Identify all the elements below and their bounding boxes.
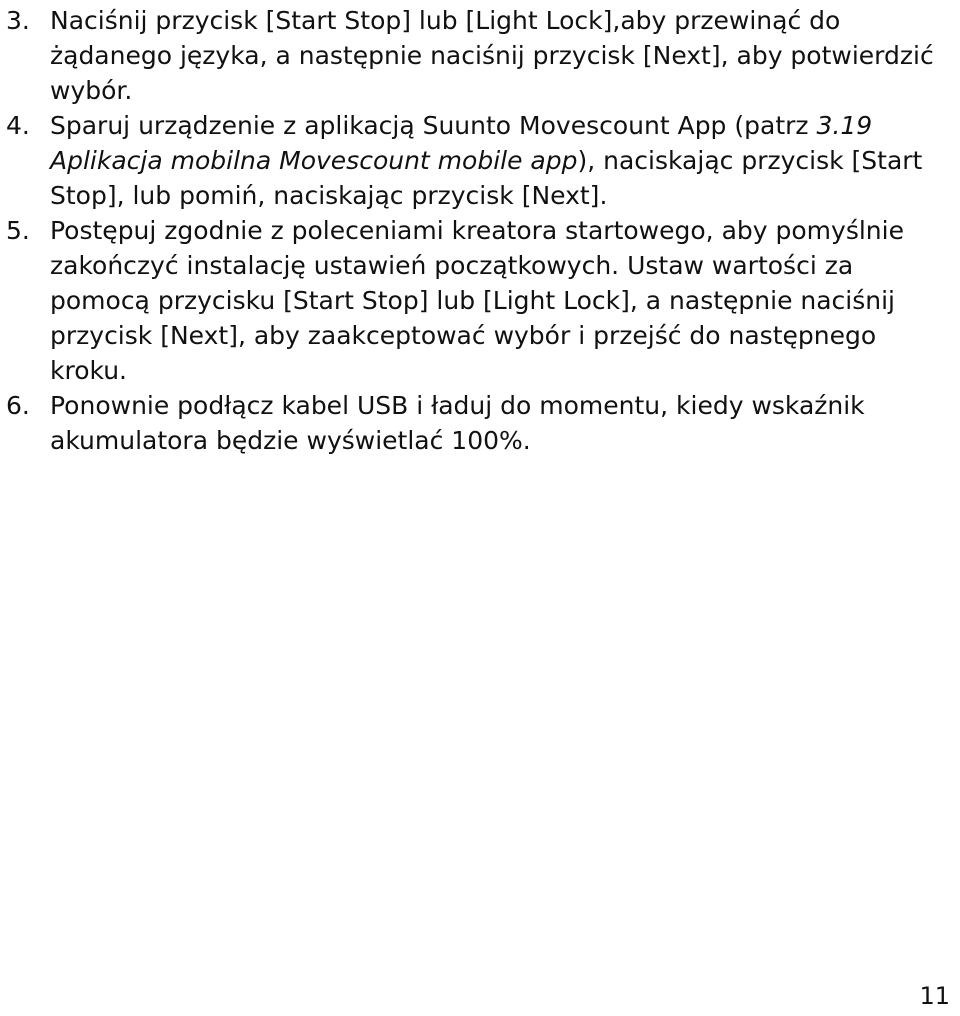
step-text: Ponownie podłącz kabel USB i ładuj do momentu, kiedy wskaźnik akumulatora będzie wyświetlać 100%. (50, 391, 865, 455)
step-text-before: Sparuj urządzenie z aplikacją Suunto Movescount App (patrz (50, 111, 817, 140)
step-text: Postępuj zgodnie z poleceniami kreatora startowego, aby pomyślnie zakończyć instalację ustawień początkowych. Ustaw wartości za pomocą przycisku [Start Stop] lub [Light Lock], a następnie naciśnij przycisk [Next], aby zaakceptować wybór i przejść do następnego kroku. (50, 216, 904, 385)
page-number: 11 (919, 982, 950, 1010)
step-number: 3. (6, 6, 30, 35)
cross-reference-link[interactable]: 3.19 Aplikacja mobilna Movescount mobile app (50, 111, 873, 175)
step-4 (6, 108, 936, 213)
instruction-steps (6, 0, 936, 458)
step-number: 6. (6, 391, 30, 420)
step-number: 5. (6, 216, 30, 245)
step-5 (6, 213, 936, 388)
step-text (50, 111, 922, 210)
step-3 (6, 3, 936, 108)
step-text-after: ), naciskając przycisk [Start Stop], lub pomiń, naciskając przycisk [Next]. (50, 146, 923, 210)
step-text: Naciśnij przycisk [Start Stop] lub [Light Lock],aby przewinąć do żądanego języka, a następnie naciśnij przycisk [Next], aby potwierdzić wybór. (50, 6, 934, 105)
step-6 (6, 388, 936, 458)
step-number: 4. (6, 111, 30, 140)
